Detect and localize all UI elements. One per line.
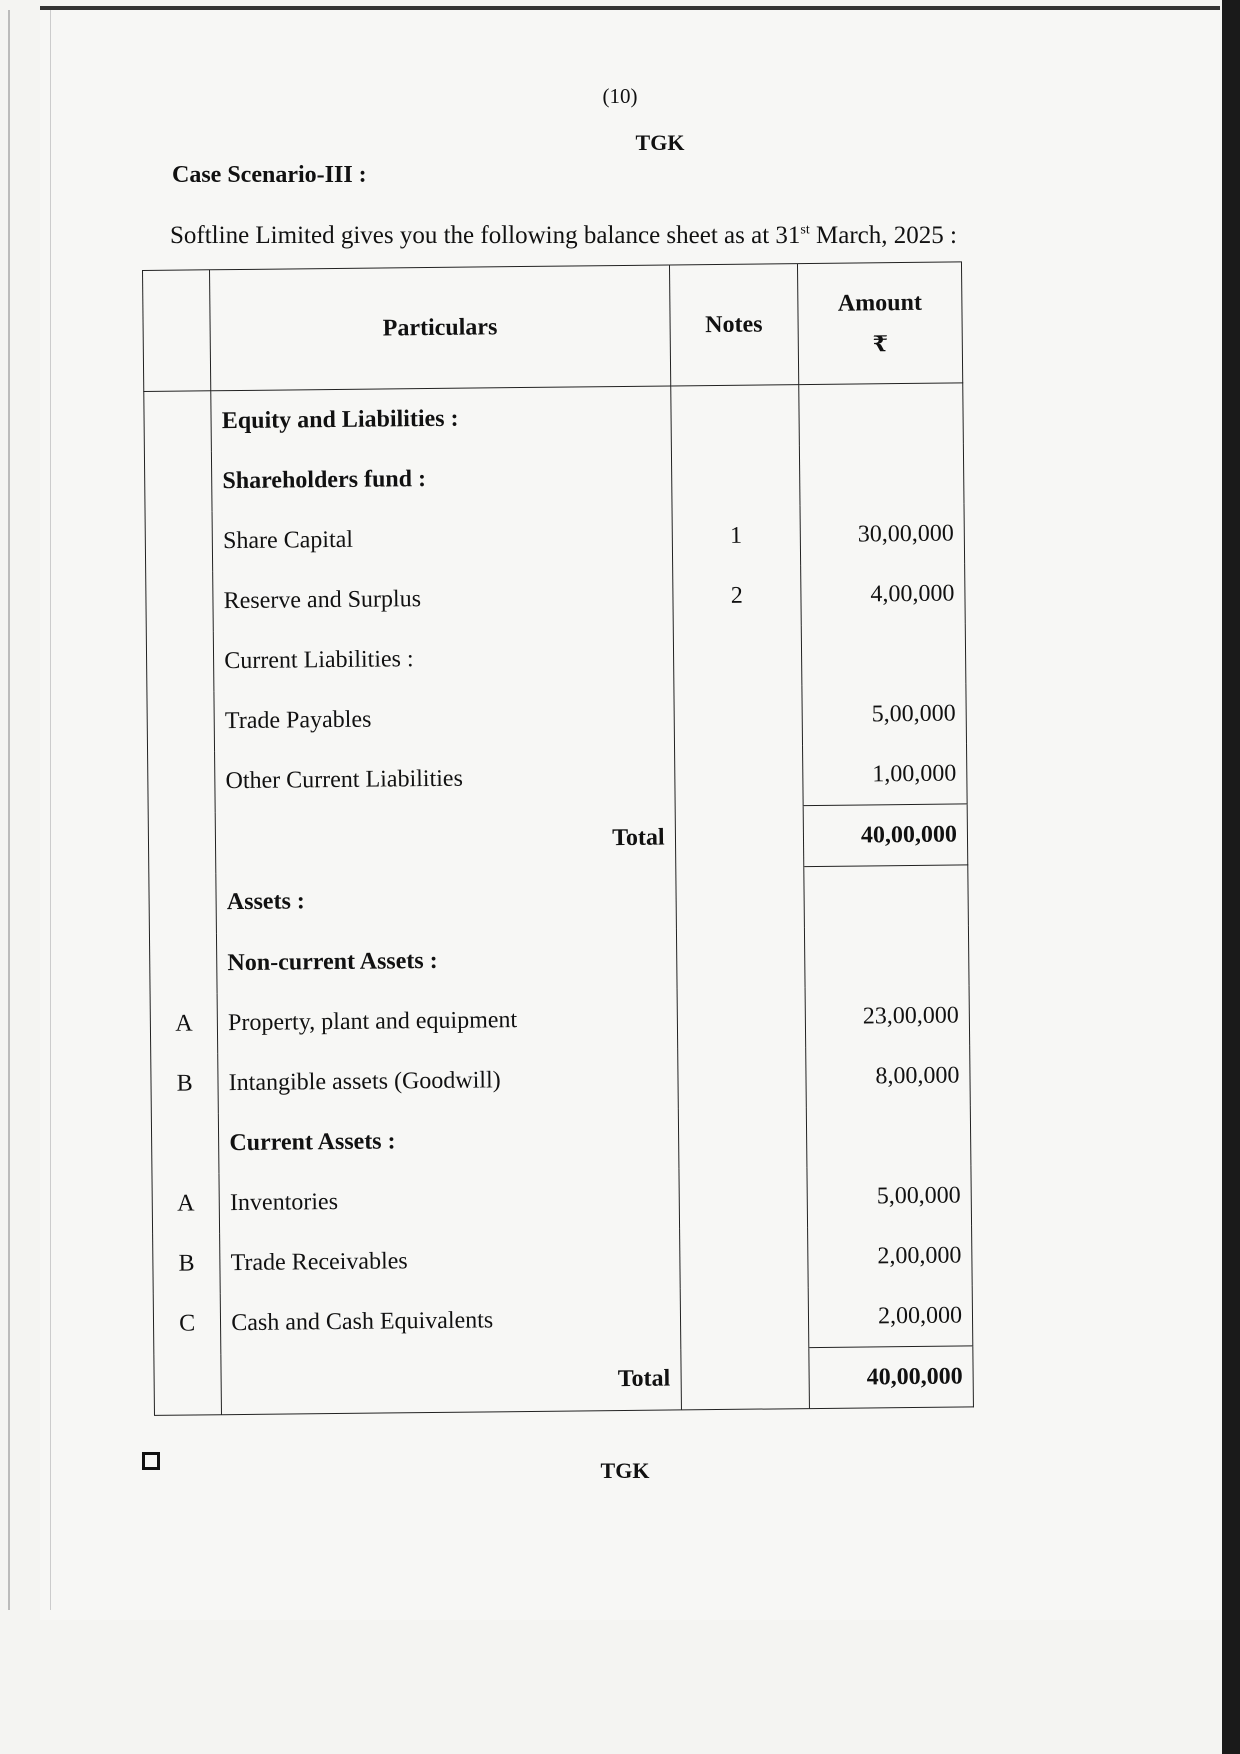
row-amount: 30,00,000 [800, 503, 965, 565]
table-row [152, 1165, 972, 1234]
row-note [674, 685, 803, 746]
row-ref [151, 1113, 219, 1174]
row-amount [804, 925, 969, 987]
row-amount: 2,00,000 [808, 1225, 973, 1287]
row-note [677, 987, 806, 1048]
row-note [675, 867, 804, 929]
page-stack-edge [8, 10, 51, 1610]
row-amount [801, 623, 966, 685]
row-particulars: Cash and Cash Equivalents [220, 1288, 680, 1353]
scanner-edge [1222, 0, 1240, 1754]
table-row [144, 383, 964, 452]
row-amount [799, 443, 964, 505]
row-particulars: Other Current Liabilities [215, 746, 675, 811]
row-amount: 2,00,000 [808, 1285, 973, 1347]
row-particulars: Non-current Assets : [217, 928, 677, 993]
table-row [149, 865, 969, 934]
row-amount: 40,00,000 [803, 804, 968, 867]
row-particulars: Shareholders fund : [212, 446, 672, 511]
row-ref [146, 631, 214, 692]
row-note [677, 1047, 806, 1108]
row-amount: 23,00,000 [805, 985, 970, 1047]
row-amount: 1,00,000 [802, 743, 967, 805]
row-note [670, 385, 799, 447]
table-row [151, 1045, 971, 1114]
table-row [145, 503, 965, 572]
table-row [153, 1225, 973, 1294]
amount-header-label: Amount [837, 289, 923, 317]
header-tag: TGK [635, 130, 685, 155]
row-note [673, 625, 802, 686]
row-ref: A [152, 1173, 220, 1234]
row-amount [804, 865, 969, 927]
row-note: 2 [672, 565, 801, 626]
rupee-symbol: ₹ [872, 330, 889, 356]
row-note [671, 445, 800, 506]
row-amount [806, 1105, 971, 1167]
table-row [150, 985, 970, 1054]
row-ref: B [153, 1233, 221, 1294]
row-amount: 4,00,000 [801, 563, 966, 625]
row-particulars: Total [221, 1349, 681, 1415]
table-header-row [143, 262, 963, 392]
row-particulars: Property, plant and equipment [217, 988, 677, 1053]
table-row [148, 743, 968, 812]
row-ref [149, 873, 217, 934]
row-amount: 40,00,000 [809, 1346, 974, 1409]
row-note [675, 806, 804, 868]
row-ref: C [153, 1293, 221, 1354]
intro-before: Softline Limited gives you the following balance sheet as at 31 [170, 222, 801, 249]
table-row [153, 1285, 973, 1354]
row-note [680, 1287, 809, 1349]
ref-header [143, 270, 211, 392]
table-row [151, 1105, 971, 1174]
row-particulars: Inventories [219, 1168, 679, 1233]
row-ref [144, 391, 212, 452]
row-ref [145, 511, 213, 572]
row-ref: A [150, 993, 218, 1054]
footer-tag: TGK [600, 1458, 650, 1483]
row-particulars: Equity and Liabilities : [211, 386, 671, 451]
row-particulars: Share Capital [212, 506, 672, 571]
table-row [149, 925, 969, 994]
table-row [146, 623, 966, 692]
scenario-title: Case Scenario-III : [172, 162, 367, 188]
row-amount: 8,00,000 [806, 1045, 971, 1107]
row-particulars: Assets : [216, 868, 676, 933]
particulars-header: Particulars [210, 265, 671, 391]
row-ref [148, 812, 216, 874]
row-amount [799, 383, 964, 445]
row-note [678, 1107, 807, 1168]
row-particulars: Trade Receivables [220, 1228, 680, 1293]
row-note [679, 1167, 808, 1228]
table-row [147, 683, 967, 752]
row-ref [148, 751, 216, 812]
row-particulars: Reserve and Surplus [213, 566, 673, 631]
notes-header: Notes [669, 264, 799, 386]
table-row [144, 443, 964, 512]
balance-sheet-table [142, 261, 974, 1416]
row-note [680, 1348, 809, 1410]
row-ref [154, 1354, 222, 1416]
row-particulars: Total [215, 807, 675, 873]
row-ref [146, 571, 214, 632]
row-note [674, 745, 803, 807]
row-ref: B [151, 1053, 219, 1114]
intro-after: March, 2025 : [809, 222, 957, 249]
intro-superscript: st [800, 222, 810, 238]
amount-header [797, 262, 962, 385]
row-amount: 5,00,000 [807, 1165, 972, 1227]
row-ref [147, 691, 215, 752]
row-particulars: Current Liabilities : [214, 626, 674, 691]
row-particulars: Intangible assets (Goodwill) [218, 1048, 678, 1113]
table-row [148, 804, 968, 874]
intro-text [170, 222, 957, 250]
row-note [676, 927, 805, 988]
row-note [679, 1227, 808, 1288]
table-row [154, 1346, 974, 1416]
row-particulars: Trade Payables [214, 686, 674, 751]
row-amount: 5,00,000 [802, 683, 967, 745]
row-ref [149, 933, 217, 994]
page-number: (10) [602, 84, 638, 108]
row-note: 1 [672, 505, 801, 566]
row-particulars: Current Assets : [219, 1108, 679, 1173]
table-row [146, 563, 966, 632]
row-ref [144, 451, 212, 512]
